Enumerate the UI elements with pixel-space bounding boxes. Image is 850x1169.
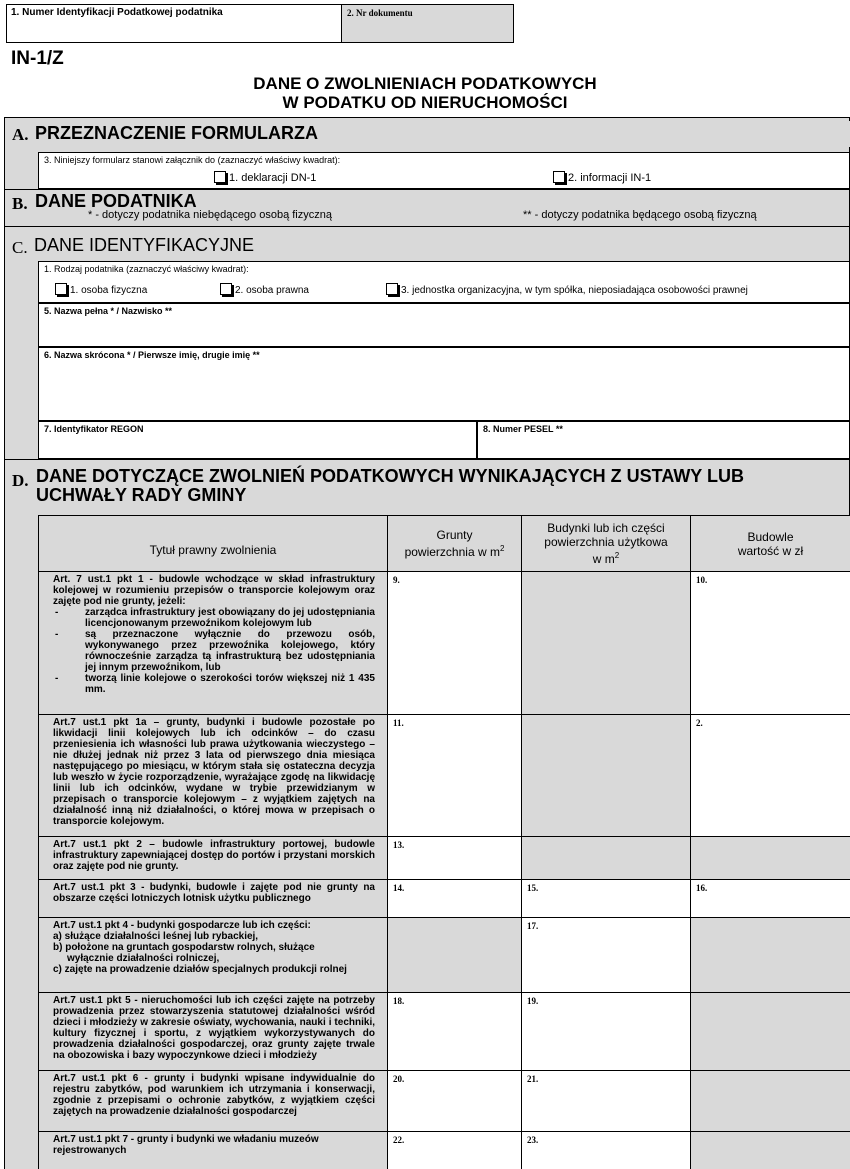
field-8-pesel[interactable] — [477, 421, 850, 459]
form-title-line1: DANE O ZWOLNIENIACH PODATKOWYCH — [253, 74, 597, 93]
row-legal-title — [39, 918, 388, 993]
cell-disabled — [522, 715, 691, 837]
field-6-short-name[interactable] — [38, 347, 850, 421]
option-natural-person-label: 1. osoba fizyczna — [70, 285, 148, 296]
cell-disabled — [691, 993, 850, 1071]
cell-number: 2. — [696, 718, 703, 728]
section-c-letter: C. — [12, 238, 28, 257]
cell-number: 14. — [393, 883, 405, 893]
cell-number: 18. — [393, 996, 405, 1006]
column-header-land-line2 — [390, 542, 519, 559]
field-8-label: 8. Numer PESEL ** — [483, 424, 563, 434]
cell-disabled — [388, 918, 522, 993]
divider — [5, 189, 850, 190]
column-header-land — [388, 516, 522, 572]
field-3-label: 3. Niniejszy formularz stanowi załącznik do — [44, 155, 216, 165]
row-legal-title — [39, 572, 388, 715]
column-header-structures-line2: wartość w zł — [737, 543, 804, 558]
section-d-letter: D. — [12, 471, 29, 490]
section-b-note1: * - dotyczy podatnika niebędącego osobą fizyczną — [88, 209, 332, 221]
form-title-line2: W PODATKU OD NIERUCHOMOŚCI — [282, 93, 568, 112]
checkbox-legal-person[interactable] — [220, 283, 232, 295]
field-3-hint: (zaznaczyć właściwy kwadrat): — [217, 155, 341, 165]
column-header-legal-title — [39, 516, 388, 572]
option-natural-person[interactable] — [55, 283, 147, 296]
section-c-title: DANE IDENTYFIKACYJNE — [34, 235, 255, 255]
section-a-header — [5, 121, 850, 147]
list-item: - tworzą linie kolejowe o szerokości torów większej niż 1 435 mm. — [53, 673, 375, 695]
cell-number: 10. — [696, 575, 708, 585]
doc-number-label: 2. Nr dokumentu — [347, 8, 413, 18]
bullet-list — [53, 607, 375, 695]
column-header-structures — [691, 516, 850, 572]
table-row — [39, 993, 850, 1071]
column-header-buildings-line1: Budynki lub ich części — [547, 521, 665, 535]
option-dn1[interactable] — [214, 171, 316, 184]
table-row — [39, 572, 850, 715]
divider — [5, 226, 850, 227]
superscript-2: 2 — [614, 551, 620, 560]
field-7-regon[interactable] — [38, 421, 477, 459]
option-organizational-unit-label: 3. jednostka organizacyjna, w tym spółka, nieposiadająca osobowości prawnej — [401, 285, 748, 296]
column-header-legal-title-text: Tytuł prawny zwolnienia — [149, 542, 277, 557]
section-b-note2: ** - dotyczy podatnika będącego osobą fizyczną — [523, 209, 757, 221]
section-a-title: PRZEZNACZENIE FORMULARZA — [35, 123, 318, 143]
table-row — [39, 1132, 850, 1169]
checkbox-dn1[interactable] — [214, 171, 226, 183]
cell-number: 13. — [393, 840, 405, 850]
row-legal-title: Art.7 ust.1 pkt 2 – budowle infrastruktury portowej, budowle infrastruktury zapewniającej dostęp do portów i przystani morskich oraz zajęte pod nie grunty. — [39, 837, 388, 880]
table-row — [39, 837, 850, 880]
column-header-land-unit: powierzchnia w m — [404, 545, 500, 559]
option-legal-person[interactable] — [220, 283, 309, 296]
nip-field[interactable] — [7, 5, 342, 42]
cell-12[interactable] — [691, 715, 850, 837]
cell-number: 22. — [393, 1135, 405, 1145]
table-row — [39, 1071, 850, 1132]
column-header-buildings-line2: powierzchnia użytkowa — [544, 535, 668, 549]
cell-18[interactable] — [388, 993, 522, 1071]
cell-22[interactable] — [388, 1132, 522, 1169]
column-header-buildings-unit: w m — [592, 552, 615, 566]
field-6-label: 6. Nazwa skrócona * / Pierwsze imię, drugie imię ** — [44, 350, 260, 360]
field-1-label: 1. Rodzaj podatnika — [44, 264, 124, 274]
section-d-title — [36, 467, 744, 505]
cell-number: 21. — [527, 1074, 539, 1084]
cell-9[interactable] — [388, 572, 522, 715]
exemptions-table — [38, 515, 850, 1169]
column-header-buildings-line3 — [524, 549, 688, 566]
option-in1[interactable] — [553, 171, 651, 184]
field-5-full-name[interactable] — [38, 303, 850, 347]
cell-number: 11. — [393, 718, 404, 728]
cell-19[interactable] — [522, 993, 691, 1071]
cell-number: 16. — [696, 883, 708, 893]
row-intro: Art.7 ust.1 pkt 4 - budynki gospodarcze lub ich części: — [53, 920, 311, 931]
cell-disabled — [691, 918, 850, 993]
option-organizational-unit[interactable] — [386, 283, 748, 296]
cell-disabled — [522, 837, 691, 880]
option-dn1-label: 1. deklaracji DN-1 — [229, 172, 317, 184]
cell-11[interactable] — [388, 715, 522, 837]
row-legal-title: Art.7 ust.1 pkt 5 - nieruchomości lub ich części zajęte na potrzeby prowadzenia przez stowarzyszenia statutowej działalności wśród dzieci i młodzieży w zakresie oświaty, wychowania, nauki i techniki, kultury fizycznej i sportu, z wyjątkiem wykorzystywanych do prowadzenia działalności gospodarczej, oraz grunty zajęte trwale na obozowiska i bazy wypoczynkowe dzieci i młodzieży — [39, 993, 388, 1071]
field-7-label: 7. Identyfikator REGON — [44, 424, 144, 434]
cell-21[interactable] — [522, 1071, 691, 1132]
form-code: IN-1/Z — [11, 48, 64, 69]
superscript-2: 2 — [499, 544, 505, 553]
table-header-row — [39, 516, 850, 572]
checkbox-natural-person[interactable] — [55, 283, 67, 295]
list-item-cont: wyłącznie działalności rolniczej, — [67, 953, 220, 964]
cell-number: 23. — [527, 1135, 539, 1145]
column-header-buildings — [522, 516, 691, 572]
field-1-taxpayer-type — [38, 261, 850, 303]
row-legal-title: Art.7 ust.1 pkt 6 - grunty i budynki wpisane indywidualnie do rejestru zabytków, pod warunkiem ich utrzymania i konserwacji, zgodnie z przepisami o ochronie zabytków, z wyjątkiem części zajętych na prowadzenie działalności gospodarczej — [39, 1071, 388, 1132]
option-legal-person-label: 2. osoba prawna — [235, 285, 309, 296]
column-header-structures-line1: Budowle — [747, 529, 794, 544]
checkbox-in1[interactable] — [553, 171, 565, 183]
row-legal-title: Art.7 ust.1 pkt 3 - budynki, budowle i zajęte pod nie grunty na obszarze części lotniczych lotnisk użytku publicznego — [39, 880, 388, 918]
cell-number: 9. — [393, 575, 400, 585]
section-b-title: DANE PODATNIKA — [35, 191, 197, 211]
divider — [5, 459, 850, 460]
cell-15[interactable] — [522, 880, 691, 918]
cell-13[interactable] — [388, 837, 522, 880]
cell-number: 19. — [527, 996, 539, 1006]
field-5-label: 5. Nazwa pełna * / Nazwisko ** — [44, 306, 173, 316]
section-a-letter: A. — [12, 125, 29, 144]
list-item: b) położone na gruntach gospodarstw rolnych, służące — [53, 942, 315, 953]
cell-disabled — [691, 837, 850, 880]
table-row — [39, 918, 850, 993]
row-legal-title: Art.7 ust.1 pkt 7 - grunty i budynki we władaniu muzeów rejestrowanych — [39, 1132, 388, 1169]
cell-number: 17. — [527, 921, 539, 931]
list-item: - zarządca infrastruktury jest obowiązany do jej udostępniania licencjonowanym przewoźnikom kolejowym lub — [53, 607, 375, 629]
field-1-hint: (zaznaczyć właściwy kwadrat): — [126, 264, 249, 274]
cell-number: 20. — [393, 1074, 405, 1084]
cell-16[interactable] — [691, 880, 850, 918]
section-d-title-line2: UCHWAŁY RADY GMINY — [36, 485, 247, 505]
form-title — [0, 74, 850, 112]
header-boxes — [6, 4, 514, 43]
checkbox-organizational-unit[interactable] — [386, 283, 398, 295]
column-header-land-line1: Grunty — [436, 528, 473, 542]
cell-20[interactable] — [388, 1071, 522, 1132]
cell-10[interactable] — [691, 572, 850, 715]
table-row — [39, 715, 850, 837]
nip-label: 1. Numer Identyfikacji Podatkowej podatnika — [11, 7, 223, 18]
field-3-form-purpose — [38, 152, 850, 189]
cell-disabled — [691, 1132, 850, 1169]
option-in1-label: 2. informacji IN-1 — [568, 172, 652, 184]
doc-number-field — [342, 5, 513, 42]
row-intro: Art. 7 ust.1 pkt 1 - budowle wchodzące w skład infrastruktury kolejowej w rozumieniu przepisów o transporcie kolejowym oraz zajęte pod nie grunty, jeżeli: — [53, 574, 375, 607]
cell-disabled — [522, 572, 691, 715]
section-d-title-line1: DANE DOTYCZĄCE ZWOLNIEŃ PODATKOWYCH WYNIKAJĄCYCH Z USTAWY LUB — [36, 466, 744, 486]
cell-17[interactable] — [522, 918, 691, 993]
table-row — [39, 880, 850, 918]
list-item: c) zajęte na prowadzenie działów specjalnych produkcji rolnej — [53, 964, 347, 975]
cell-number: 15. — [527, 883, 539, 893]
list-item: a) służące działalności leśnej lub rybackiej, — [53, 931, 259, 942]
cell-14[interactable] — [388, 880, 522, 918]
cell-23[interactable] — [522, 1132, 691, 1169]
cell-disabled — [691, 1071, 850, 1132]
list-item: - są przeznaczone wyłącznie do przewozu osób, wykonywanego przez przewoźnika kolejowego, który równocześnie zarządza tą infrastrukturą bez udostępniania jej innym przewoźnikom, lub — [53, 629, 375, 673]
row-legal-title: Art.7 ust.1 pkt 1a – grunty, budynki i budowle pozostałe po likwidacji linii kolejowych lub ich odcinków – do czasu przeniesienia ich własności lub prawa użytkowania wieczystego – nie dłużej jednak niż przez 3 lata od pierwszego dnia miesiąca następującego po miesiącu, w którym stała się ostateczna decyzja lub weszło w życie rozporządzenie, wyrażające zgodę na likwidację linii lub ich odcinków, wydane w trybie przewidzianym w przepisach o transporcie kolejowym – z wyjątkiem zajętych na działalność inną niż działalności, o której mowa w przepisach o transporcie kolejowym. — [39, 715, 388, 837]
section-b-letter: B. — [12, 194, 28, 213]
